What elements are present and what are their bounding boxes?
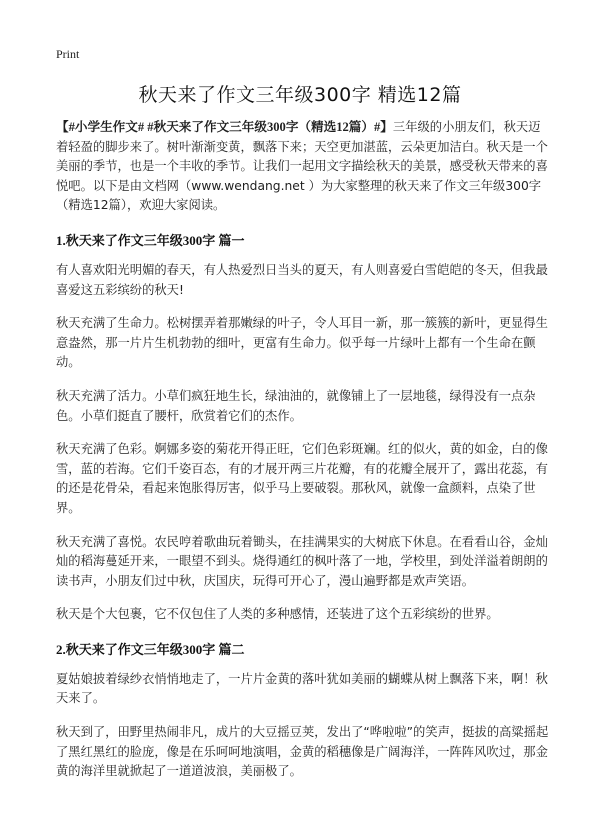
- print-link[interactable]: Print: [56, 47, 80, 61]
- section-heading-2: 2.秋天来了作文三年级300字 篇二: [56, 641, 245, 657]
- intro-paragraph: [56, 118, 552, 216]
- page-title: 秋天来了作文三年级300字 精选12篇: [138, 84, 462, 106]
- article-body: [56, 118, 552, 796]
- paragraph: 秋天充满了生命力。松树摆弄着那嫩绿的叶子，令人耳目一新，那一簇簇的新叶，更显得生意盎然，那一片片生机勃勃的细叶，更富有生命力。似乎每一片绿叶上都有一个生命在颤动。: [56, 316, 548, 370]
- intro-tag: 【#小学生作文# #秋天来了作文三年级300字（精选12篇）#】: [56, 120, 393, 134]
- paragraph: 秋天充满了活力。小草们疯狂地生长，绿油油的，就像铺上了一层地毯，绿得没有一点杂色。小草们挺直了腰杆，欣赏着它们的杰作。: [56, 388, 536, 423]
- paragraph: 秋天充满了色彩。婀娜多姿的菊花开得正旺，它们色彩斑斓。红的似火，黄的如金，白的像雪，蓝的若海。它们千姿百态，有的才展开两三片花瓣，有的花瓣全展开了，露出花蕊，有的还是花骨朵，看起来饱胀得厉害，似乎马上要破裂。那秋风，就像一盒颜料，点染了世界。: [56, 442, 548, 515]
- paragraph: 有人喜欢阳光明媚的春天，有人热爱烈日当头的夏天，有人则喜爱白雪皑皑的冬天，但我最喜爱这五彩缤纷的秋天!: [56, 262, 548, 297]
- section-heading-1: 1.秋天来了作文三年级300字 篇一: [56, 232, 245, 248]
- paragraph: 秋天是个大包裹，它不仅包住了人类的多种感情，还装进了这个五彩缤纷的世界。: [56, 607, 499, 622]
- paragraph: 秋天充满了喜悦。农民哼着歌曲玩着锄头，在挂满果实的大树底下休息。在看看山谷，金灿灿的稻海蔓延开来，一眼望不到头。烧得通红的枫叶落了一地，学校里，到处洋溢着朗朗的读书声，小朋友们过中秋，庆国庆，玩得可开心了，漫山遍野都是欢声笑语。: [56, 534, 548, 588]
- intro-text: 三年级的小朋友们，秋天迈着轻盈的脚步来了。树叶渐渐变黄，飘落下来；天空更加湛蓝，云朵更加洁白。秋天是一个美丽的季节，也是一个丰收的季节。让我们一起用文字描绘秋天的美景，感受秋天带来的喜悦吧。以下是由文档网（www.wendang.net ）为大家整理的秋天来了作文三年级300字（精选12篇），欢迎大家阅读。: [56, 120, 548, 213]
- paragraph: 夏姑娘披着绿纱衣悄悄地走了，一片片金黄的落叶犹如美丽的蝴蝶从树上飘落下来，啊！秋天来了。: [56, 671, 548, 706]
- paragraph: 秋天到了，田野里热闹非凡，成片的大豆摇豆荚，发出了“哗啦啦”的笑声，挺拔的高粱摇起了黑红黑红的脸庞，像是在乐呵呵地演唱，金黄的稻穗像是广阔海洋，一阵阵风吹过，那金黄的海洋里就掀起了一道道波浪，美丽极了。: [56, 725, 549, 779]
